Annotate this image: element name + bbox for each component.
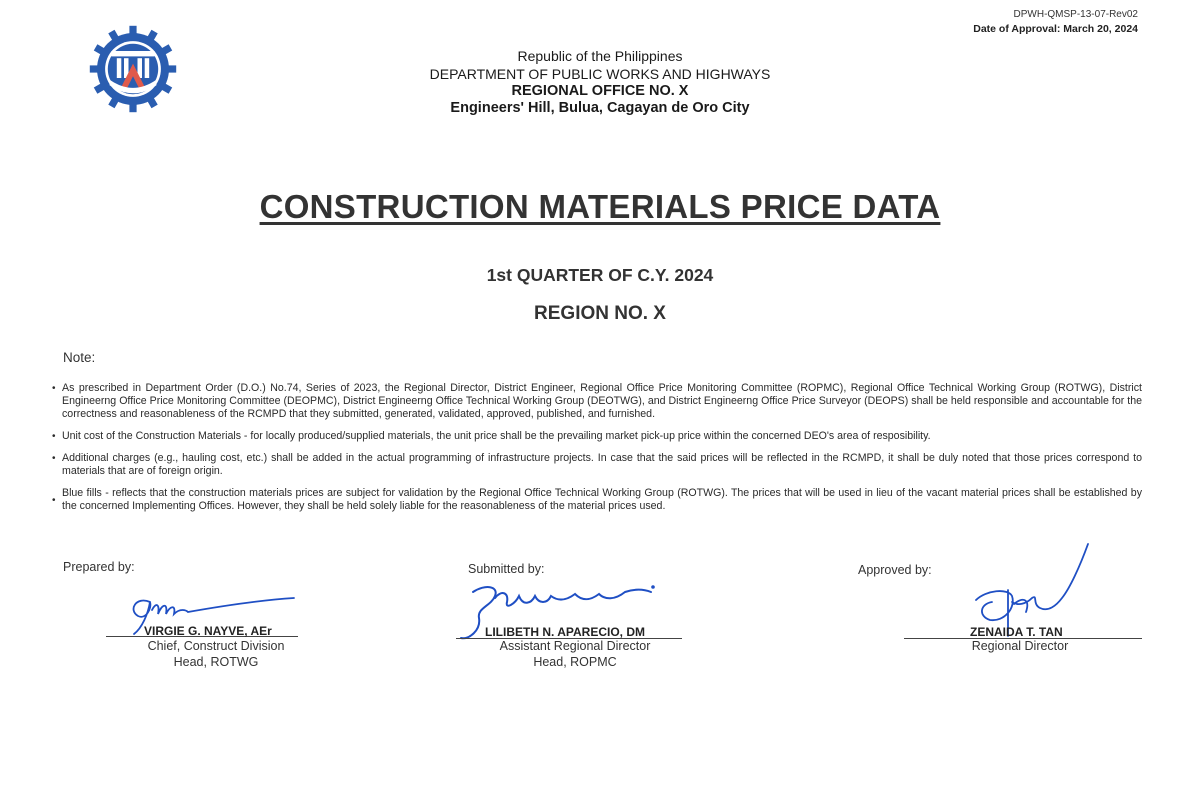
bullet-icon: • [52,383,56,394]
header-regional-office: REGIONAL OFFICE NO. X [511,83,689,99]
region-heading: REGION NO. X [534,303,666,324]
header-republic: Republic of the Philippines [517,48,683,64]
signatory-name-prepared: VIRGIE G. NAYVE, AEr [144,624,272,638]
submitted-by-label: Submitted by: [468,562,545,576]
document-code: DPWH-QMSP-13-07-Rev02 [1013,9,1138,20]
note-text: As prescribed in Department Order (D.O.) No.74, Series of 2023, the Regional Director, District Engineer, Regional Office Price Monitoring Committee (ROPMC), Regional Office Technical Working Group (ROTWG), District Engineerng Office Price Monitoring Committee (DEOPMC), District Engineerng Office Technical Working Group (DEOTWG), and District Engineerng Office Price Surveyor (DEOPS) shall be held responsible and accountable for the correctness and reasonableness of the RCMPD that they submitted, generated, validated, approved, published, and furnished. [62,382,1142,420]
note-text: Additional charges (e.g., hauling cost, etc.) shall be added in the actual programming of infrastructure projects. In case that the said prices will be reflected in the RCMPD, it shall be duly noted that those prices correspond to materials that are of foreign origin. [62,452,1142,477]
document-title [100,188,1100,226]
prepared-by-label: Prepared by: [63,560,135,574]
note-item [52,430,1142,443]
header-address: Engineers' Hill, Bulua, Cagayan de Oro City [450,100,750,116]
approval-date: Date of Approval: March 20, 2024 [973,23,1138,35]
signatory-office-submitted: Head, ROPMC [533,655,617,669]
bullet-icon: • [52,495,56,506]
note-item [52,487,1142,513]
note-text: Unit cost of the Construction Materials - for locally produced/supplied materials, the unit price shall be the prevailing market pick-up price within the concerned DEO's area of resposibility. [62,430,931,442]
note-label: Note: [63,350,96,365]
signatory-office-prepared: Head, ROTWG [173,655,259,669]
signatory-name-approved: ZENAIDA T. TAN [970,625,1063,639]
document-title-text: CONSTRUCTION MATERIALS PRICE DATA [259,188,941,225]
quarter-heading: 1st QUARTER OF C.Y. 2024 [486,265,714,285]
dpwh-logo [88,24,178,114]
bullet-icon: • [52,431,56,442]
signatory-name-submitted: LILIBETH N. APARECIO, DM [485,625,645,639]
bullet-icon: • [52,453,56,464]
signatory-title-prepared: Chief, Construct Division [147,639,285,653]
note-item [52,452,1142,478]
note-item [52,382,1142,421]
header-department: DEPARTMENT OF PUBLIC WORKS AND HIGHWAYS [429,66,771,82]
notes-list [52,382,1142,522]
signatory-title-approved: Regional Director [971,639,1069,653]
approved-by-label: Approved by: [858,563,932,577]
signatory-title-submitted: Assistant Regional Director [499,639,651,653]
note-text: Blue fills - reflects that the construction materials prices are subject for validation by the Regional Office Technical Working Group (ROTWG). The prices that will be used in lieu of the vacant material prices shall be established by the concerned Implementing Offices. However, they shall be held solely liable for the reasonableness of the material prices used. [62,487,1142,512]
